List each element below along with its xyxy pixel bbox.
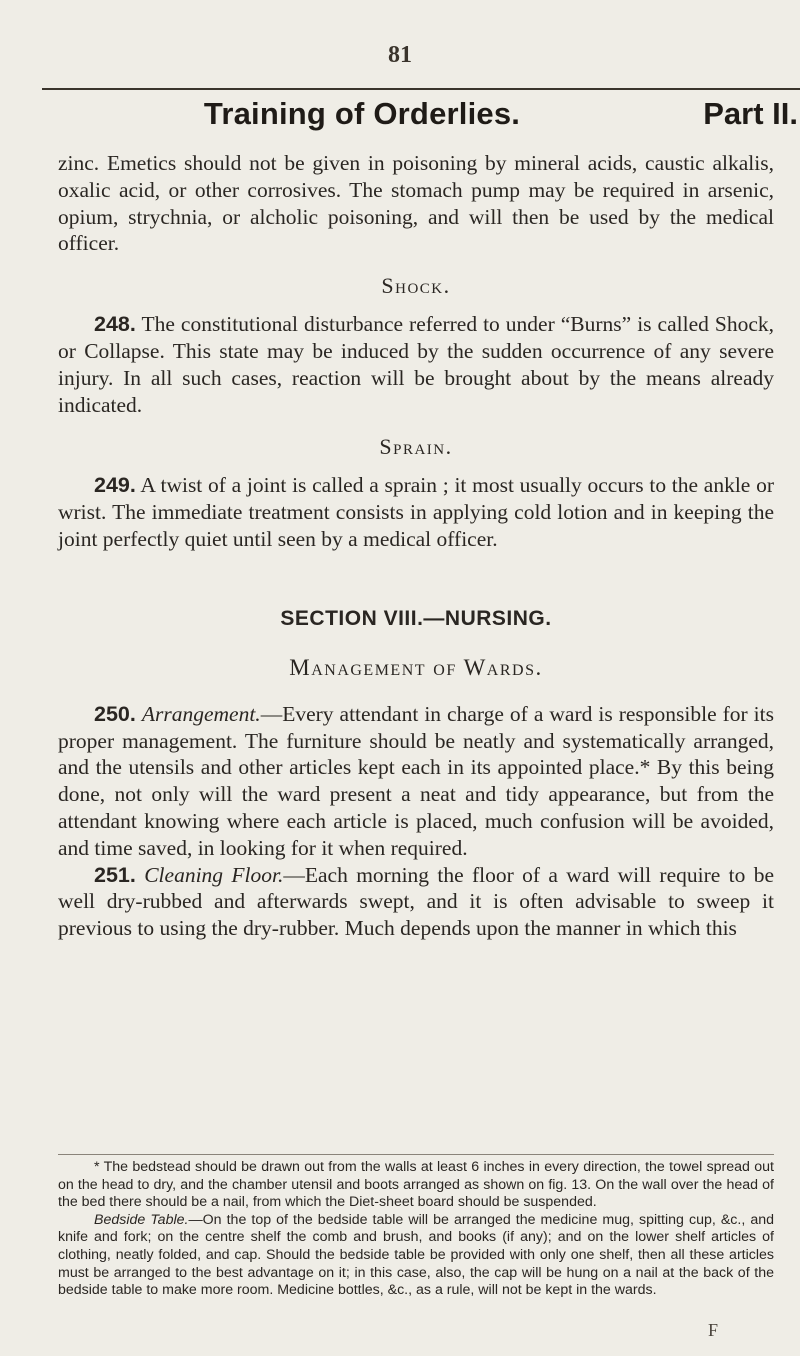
running-head (42, 88, 800, 142)
paragraph-title: Arrangement. (141, 701, 261, 726)
paragraph-title: Cleaning Floor. (144, 862, 284, 887)
paragraph-text: The constitutional disturbance referred to under “Burns” is called Shock, or Collapse. This state may be induced by the sudden occurrence of any severe injury. In all such cases, reaction will be brought about by the means already indicated. (58, 312, 774, 417)
paragraph-text: A twist of a joint is called a sprain ; it most usually occurs to the ankle or wrist. The immediate treatment consists in applying cold lotion and in keeping the joint perfectly quiet until seen by a medical officer. (58, 473, 774, 551)
subsection-title: Management of Wards. (289, 654, 543, 680)
page-body (58, 150, 774, 942)
paragraph-250 (58, 701, 774, 862)
heading-sprain: Sprain. (379, 434, 453, 460)
heading-shock: Shock. (381, 273, 451, 299)
footnote-bedside-table (58, 1212, 774, 1300)
paragraph-number: 251. (94, 862, 136, 887)
paragraph-249 (58, 472, 774, 552)
footnote-title: Bedside Table. (94, 1211, 189, 1228)
paragraph-number: 249. (94, 473, 136, 498)
footnote-text: —On the top of the bedside table will be arranged the medicine mug, spitting cup, &c., and knife and fork; on the centre shelf the comb and brush, and books (if any); and on the lower shelf articles of clothing, neatly folded, and cap. Should the bedside table be provided with only one shelf, then all these articles must be arranged to the best advantage on it; in this case, also, the cap will be hung on a nail at the back of the bedside table to make more room. Medicine bottles, &c., as a rule, will not be kept in the wards. (58, 1211, 774, 1299)
footnotes (58, 1154, 774, 1300)
paragraph-248 (58, 311, 774, 418)
section-title: SECTION VIII.—NURSING. (280, 606, 552, 630)
page-number: 81 (388, 42, 412, 68)
running-head-part: Part II. (703, 96, 798, 131)
paragraph-text: —Every attendant in charge of a ward is responsible for its proper management. The furniture should be neatly and systematically arranged, and the utensils and other articles kept each in its appointed place.* By this being done, not only will the ward present a neat and tidy appearance, but from the attendant knowing where each article is placed, much confusion will be avoided, and time saved, in looking for it when required. (58, 701, 774, 860)
footnote-bedstead: * The bedstead should be drawn out from the walls at least 6 inches in every direction, the towel spread out on the head to dry, and the chamber utensil and boots arranged as shown on fig. 13. On the wall over the head of the bed there should be a nail, from which the Diet-sheet board should be suspended. (58, 1159, 774, 1211)
intro-paragraph: zinc. Emetics should not be given in poisoning by mineral acids, caustic alkalis, oxalic acid, or other corrosives. The stomach pump may be required in arsenic, opium, strychnia, or alcholic poisoning, and will then be used by the medical officer. (58, 151, 774, 256)
signature-mark: F (707, 1320, 718, 1340)
paragraph-number: 248. (94, 312, 136, 337)
paragraph-251 (58, 862, 774, 942)
paragraph-number: 250. (94, 701, 136, 726)
running-head-title: Training of Orderlies. (203, 96, 521, 131)
paragraph-text: —Each morning the floor of a ward will require to be well dry-rubbed and afterwards swept, and it is often advisable to sweep it previous to using the dry-rubber. Much depends upon the manner in which this (58, 862, 775, 941)
